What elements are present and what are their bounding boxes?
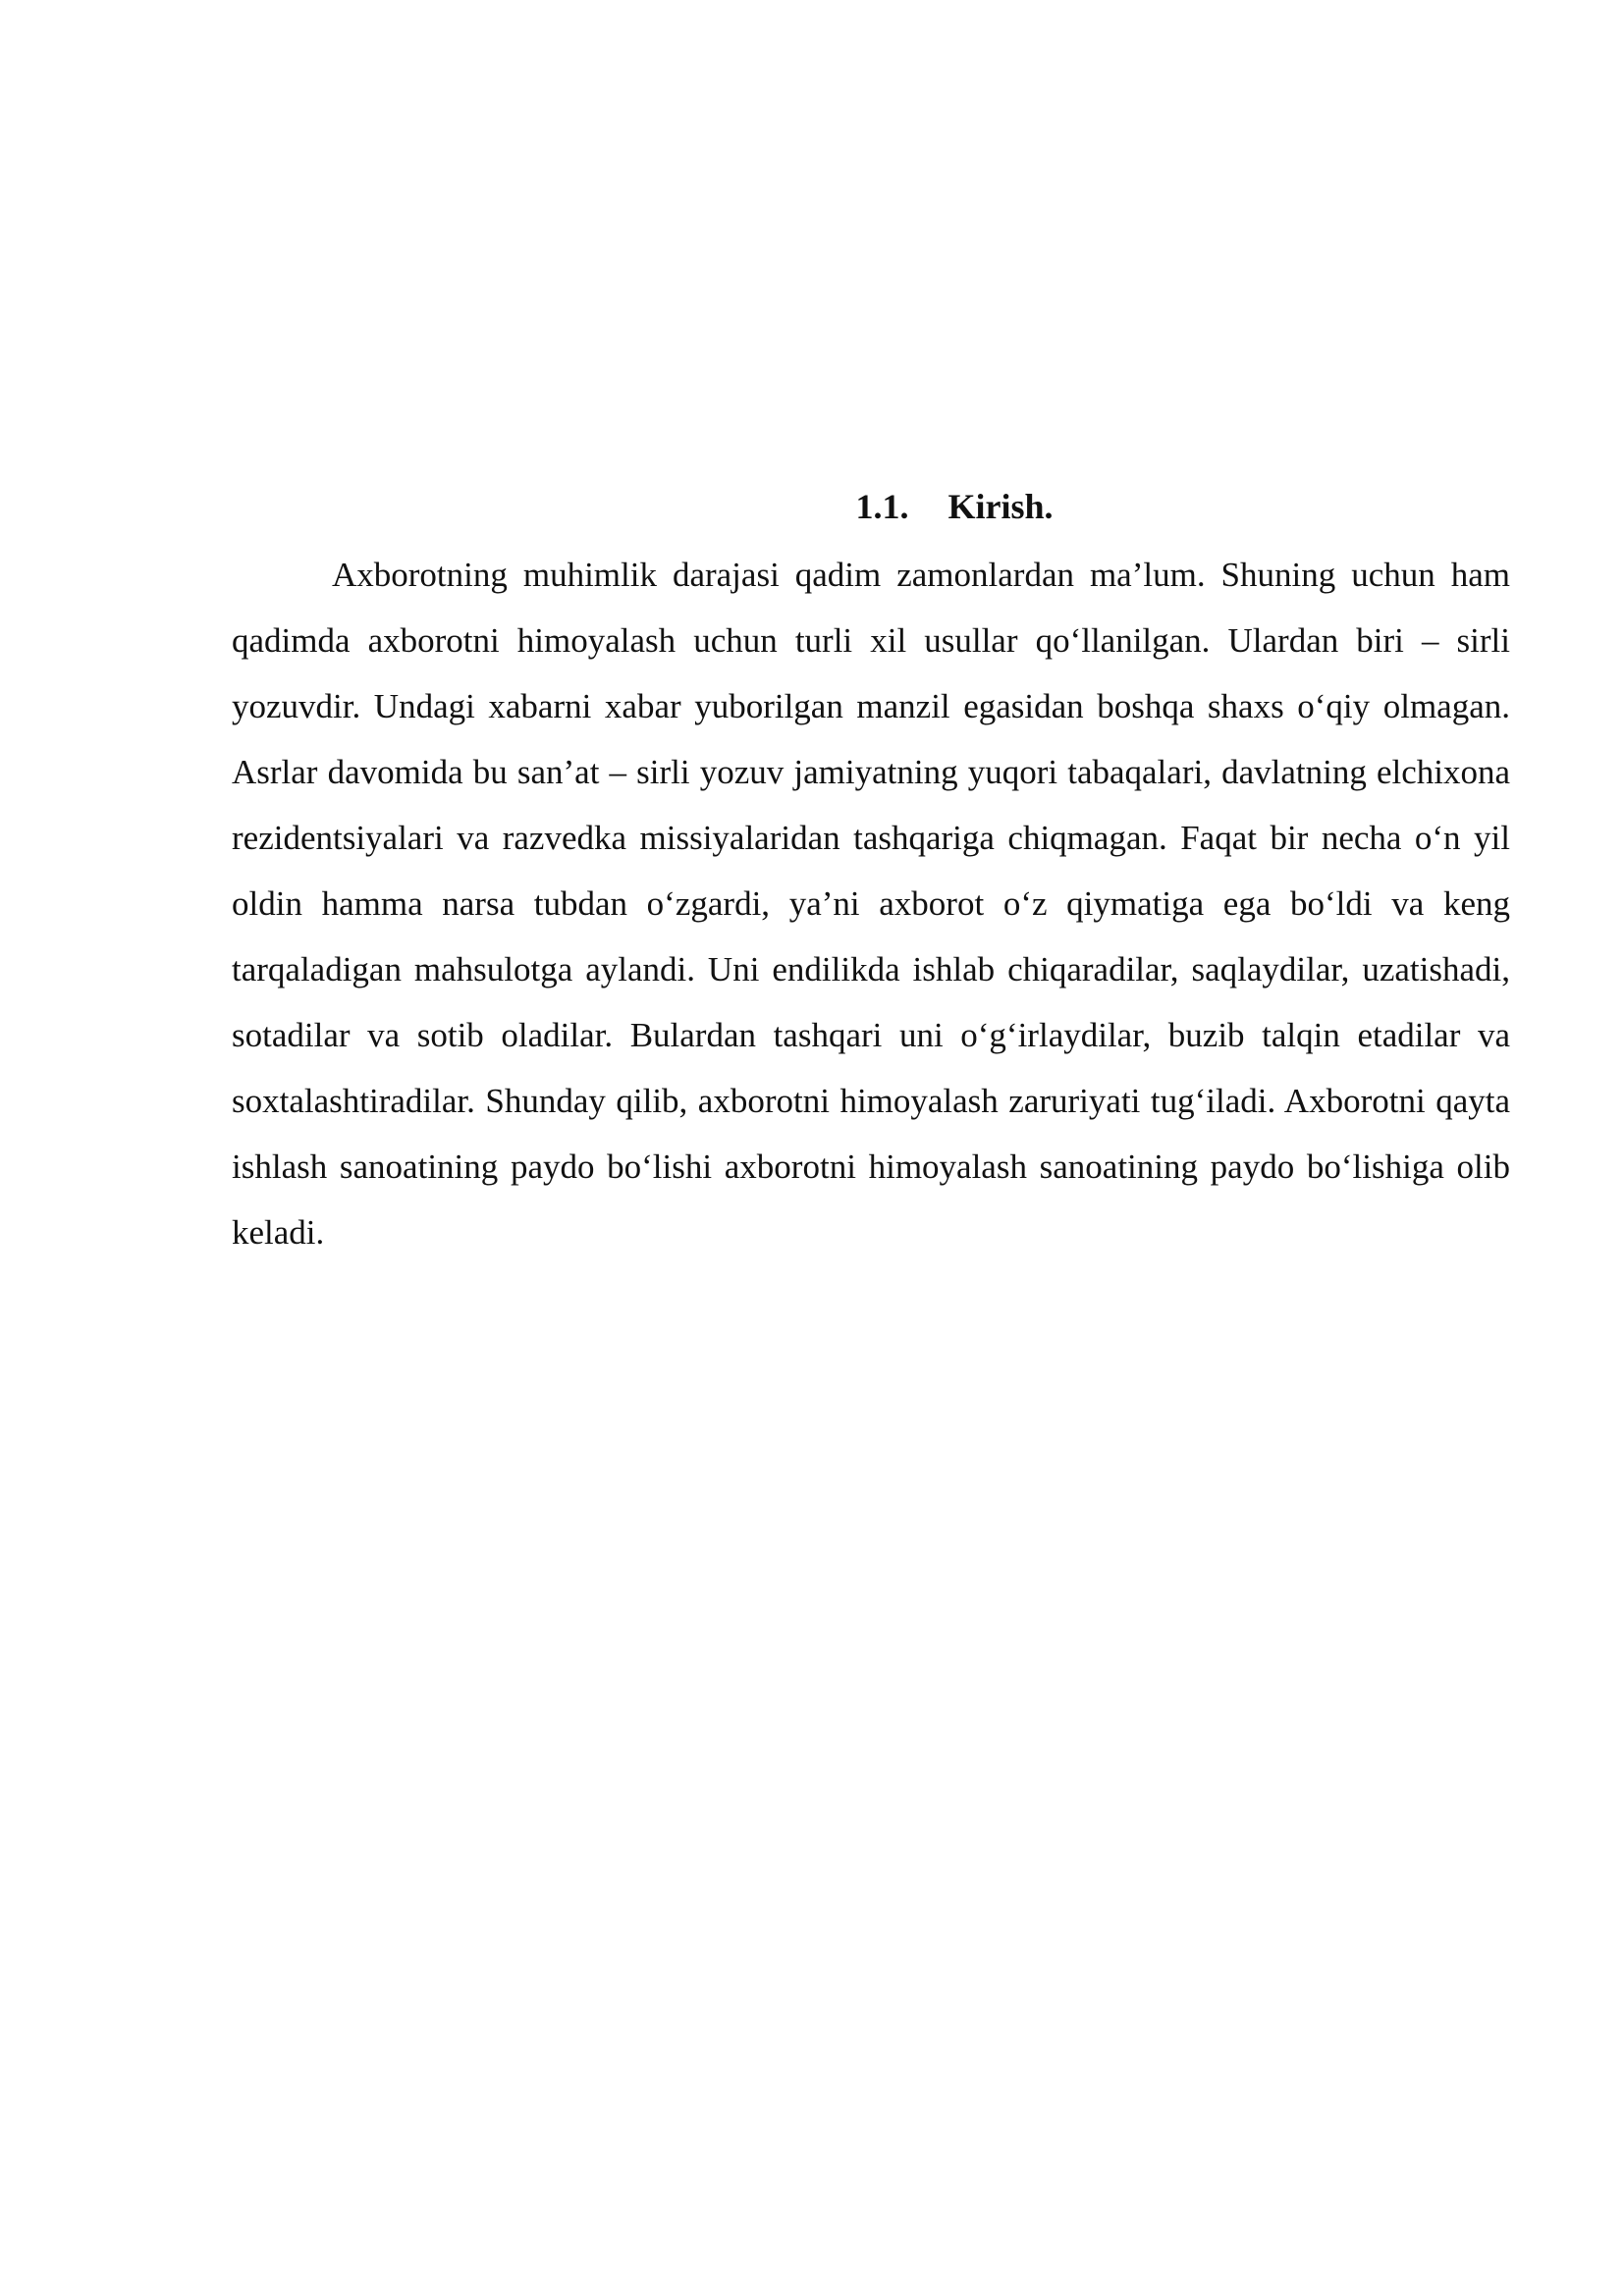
section-heading xyxy=(232,479,1510,534)
body-paragraph: Axborotning muhimlik darajasi qadim zamonlardan ma’lum. Shuning uchun ham qadimda axborotni himoyalash uchun turli xil usullar qo‘llanilgan. Ulardan biri – sirli yozuvdir. Undagi xabarni xabar yuborilgan manzil egasidan boshqa shaxs o‘qiy olmagan. Asrlar davomida bu san’at – sirli yozuv jamiyatning yuqori tabaqalari, davlatning elchixona rezidentsiyalari va razvedka missiyalaridan tashqariga chiqmagan. Faqat bir necha o‘n yil oldin hamma narsa tubdan o‘zgardi, ya’ni axborot o‘z qiymatiga ega bo‘ldi va keng tarqaladigan mahsulotga aylandi. Uni endilikda ishlab chiqaradilar, saqlaydilar, uzatishadi, sotadilar va sotib oladilar. Bulardan tashqari uni o‘g‘irlaydilar, buzib talqin etadilar va soxtalashtiradilar. Shunday qilib, axborotni himoyalash zaruriyati tug‘iladi. Axborotni qayta ishlash sanoatining paydo bo‘lishi axborotni himoyalash sanoatining paydo bo‘lishiga olib keladi. xyxy=(232,556,1510,1252)
page-content xyxy=(232,479,1510,1265)
section-title: Kirish. xyxy=(947,487,1054,526)
section-number: 1.1. xyxy=(855,487,909,526)
